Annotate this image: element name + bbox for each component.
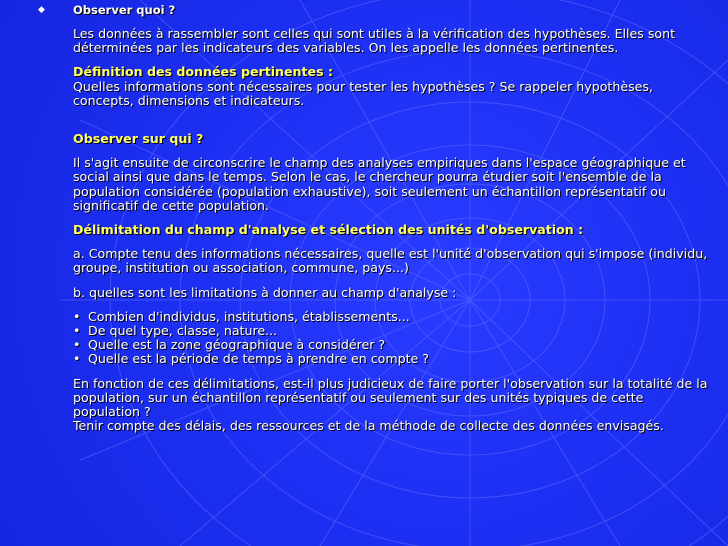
bullet-icon: • (73, 337, 81, 353)
list-item: • Quelle est la période de temps à prendre en compte ? (73, 351, 429, 367)
list-item: • Combien d'individus, institutions, établissements... (73, 308, 410, 324)
paragraph-limitations: b. quelles sont les limitations à donner au champ d'analyse : (73, 284, 457, 300)
diamond-bullet-icon: ◆ (38, 5, 45, 15)
limitations-list (73, 310, 713, 367)
intro-paragraph: Les données à rassembler sont celles qui sont utiles à la vérification des hypothèses. Elles sont déterminées par les indicateurs des variables. On les appelle les données pertinentes. (73, 26, 676, 56)
paragraph-unite-observation: a. Compte tenu des informations nécessaires, quelle est l'unité d'observation qui s'impose (individu, groupe, institution ou association, commune, pays...) (73, 246, 708, 276)
bullet-icon: • (73, 323, 81, 339)
heading-observer-sur-qui: Observer sur qui ? (73, 131, 204, 147)
paragraph-delais-ressources: Tenir compte des délais, des ressources et de la méthode de collecte des données envisagés. (73, 418, 664, 434)
bullet-icon: • (73, 351, 81, 367)
slide-title: Observer quoi ? (73, 3, 176, 17)
list-item: • De quel type, classe, nature... (73, 323, 278, 339)
heading-delimitation: Délimitation du champ d'analyse et sélection des unités d'observation : (73, 222, 584, 238)
heading-donnees-pertinentes: Définition des données pertinentes : (73, 64, 334, 80)
paragraph-observation-totalite: En fonction de ces délimitations, est-il plus judicieux de faire porter l'observation sur la totalité de la population, sur un échantillon représentatif ou seulement sur des unités typiques de cette population ? (73, 375, 708, 420)
paragraph-informations: Quelles informations sont nécessaires pour tester les hypothèses ? Se rappeler hypothèses, concepts, dimensions et indicateurs. (73, 78, 653, 108)
list-item: • Quelle est la zone géographique à considérer ? (73, 337, 386, 353)
bullet-icon: • (73, 308, 81, 324)
paragraph-champ-analyses: Il s'agit ensuite de circonscrire le champ des analyses empiriques dans l'espace géographique et social ainsi que dans le temps. Selon le cas, le chercheur pourra étudier soit l'ensemble de la population considérée (population exhaustive), soit seulement un échantillon représentatif ou significatif de cette population. (73, 155, 686, 213)
slide-content (73, 3, 713, 433)
